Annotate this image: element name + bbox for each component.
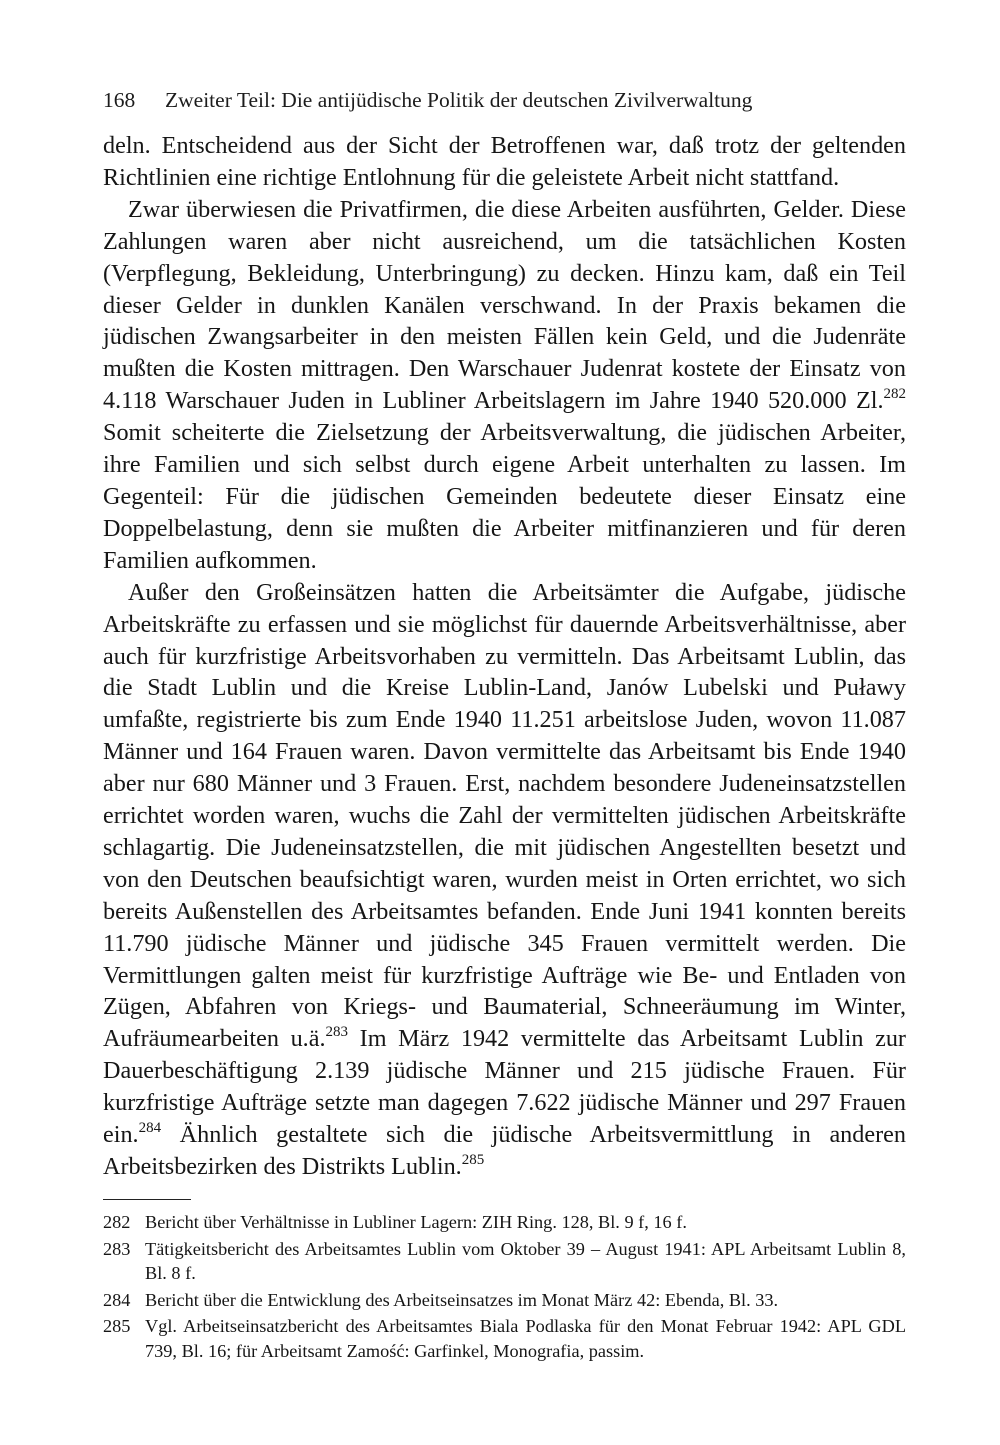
- paragraph-2: [103, 194, 906, 577]
- footnote-text: Tätigkeitsbericht des Arbeitsamtes Lublin vom Oktober 39 – August 1941: APL Arbeitsamt Lublin 8, Bl. 8 f.: [145, 1238, 906, 1283]
- paragraph-3-part-a: Außer den Großeinsätzen hatten die Arbeitsämter die Aufgabe, jüdische Arbeitskräfte zu erfassen und sie möglichst für dauernde Arbeitsverhältnisse, aber auch für kurzfristige Arbeitsvorhaben zu vermitteln. Das Arbeitsamt Lublin, das die Stadt Lublin und die Kreise Lublin-Land, Janów Lubelski und Puławy umfaßte, registrierte bis zum Ende 1940 11.251 arbeitslose Juden, wovon 11.087 Männer und 164 Frauen waren. Davon vermittelte das Arbeitsamt bis Ende 1940 aber nur 680 Männer und 3 Frauen. Erst, nachdem besondere Judeneinsatzstellen errichtet worden waren, wuchs die Zahl der vermittelten jüdischen Arbeitskräfte schlagartig. Die Judeneinsatzstellen, die mit jüdischen Angestellten besetzt und von den Deutschen beaufsichtigt waren, wurden meist in Orten errichtet, wo sich bereits Außenstellen des Arbeitsamtes befanden. Ende Juni 1941 konnten bereits 11.790 jüdische Männer und jüdische 345 Frauen vermittelt werden. Die Vermittlungen galten meist für kurzfristige Aufträge wie Be- und Entladen von Zügen, Abfahren von Kriegs- und Baumaterial, Schneeräumung im Winter, Aufräumearbeiten u.ä.: [103, 578, 906, 1053]
- paragraph-3-part-b: Im März 1942 vermittelte das Arbeitsamt Lublin zur Dauerbeschäftigung 2.139 jüdische Männer und 215 jüdische Frauen. Für kurzfristige Aufträge setzte man dagegen 7.622 jüdische Männer und 297 Frauen ein.: [103, 1025, 906, 1149]
- running-head: [103, 88, 903, 113]
- footnote-text: Bericht über Verhältnisse in Lubliner Lagern: ZIH Ring. 128, Bl. 9 f, 16 f.: [145, 1212, 687, 1232]
- footnote-283: [103, 1237, 906, 1286]
- page-number: 168: [103, 88, 136, 112]
- footnote-text: Vgl. Arbeitseinsatzbericht des Arbeitsamtes Biala Podlaska für den Monat Februar 1942: APL GDL 739, Bl. 16; für Arbeitsamt Zamość: Garfinkel, Monografia, passim.: [145, 1316, 906, 1361]
- footnote-ref-284[interactable]: 284: [138, 1120, 162, 1137]
- running-title: Zweiter Teil: Die antijüdische Politik der deutschen Zivilverwaltung: [165, 88, 753, 112]
- footnote-number: 282: [103, 1212, 131, 1232]
- footnote-divider: [103, 1199, 191, 1200]
- footnote-285: [103, 1314, 906, 1363]
- footnote-number: 284: [103, 1289, 131, 1310]
- paragraph-2-part-b: Somit scheiterte die Zielsetzung der Arbeitsverwaltung, die jüdischen Arbeiter, ihre Familien und sich selbst durch eigene Arbeit unterhalten zu lassen. Im Gegenteil: Für die jüdischen Gemeinden bedeutete dieser Einsatz eine Doppelbelastung, denn sie mußten die Arbeiter mitfinanzieren und für deren Familien aufkommen.: [103, 419, 906, 574]
- footnote-ref-283[interactable]: 283: [325, 1024, 349, 1041]
- paragraph-3: [103, 577, 906, 1183]
- paragraph-1: deln. Entscheidend aus der Sicht der Betroffenen war, daß trotz der geltenden Richtlinien eine richtige Entlohnung für die geleistete Arbeit nicht stattfand.: [103, 132, 906, 191]
- footnote-ref-282[interactable]: 282: [883, 386, 906, 403]
- footnotes: [103, 1210, 906, 1365]
- footnote-text: Bericht über die Entwicklung des Arbeitseinsatzes im Monat März 42: Ebenda, Bl. 33.: [145, 1289, 779, 1310]
- footnote-number: 283: [103, 1238, 131, 1259]
- paragraph-3-part-c: Ähnlich gestaltete sich die jüdische Arbeitsvermittlung in anderen Arbeitsbezirken des Distrikts Lublin.: [103, 1121, 906, 1180]
- main-text: [103, 130, 906, 1183]
- footnote-ref-285[interactable]: 285: [461, 1152, 485, 1168]
- footnote-number: 285: [103, 1316, 131, 1336]
- paragraph-2-part-a: Zwar überwiesen die Privatfirmen, die diese Arbeiten ausführten, Gelder. Diese Zahlungen waren aber nicht ausreichend, um die tatsächlichen Kosten (Verpflegung, Bekleidung, Unterbringung) zu decken. Hinzu kam, daß ein Teil dieser Gelder in dunklen Kanälen verschwand. In der Praxis bekamen die jüdischen Zwangsarbeiter in den meisten Fällen kein Geld, und die Judenräte mußten die Kosten mittragen. Den Warschauer Judenrat kostete der Einsatz von 4.118 Warschauer Juden in Lubliner Arbeitslagern im Jahre 1940 520.000 Zl.: [103, 195, 906, 415]
- footnote-284: [103, 1288, 906, 1313]
- footnote-282: [103, 1210, 906, 1235]
